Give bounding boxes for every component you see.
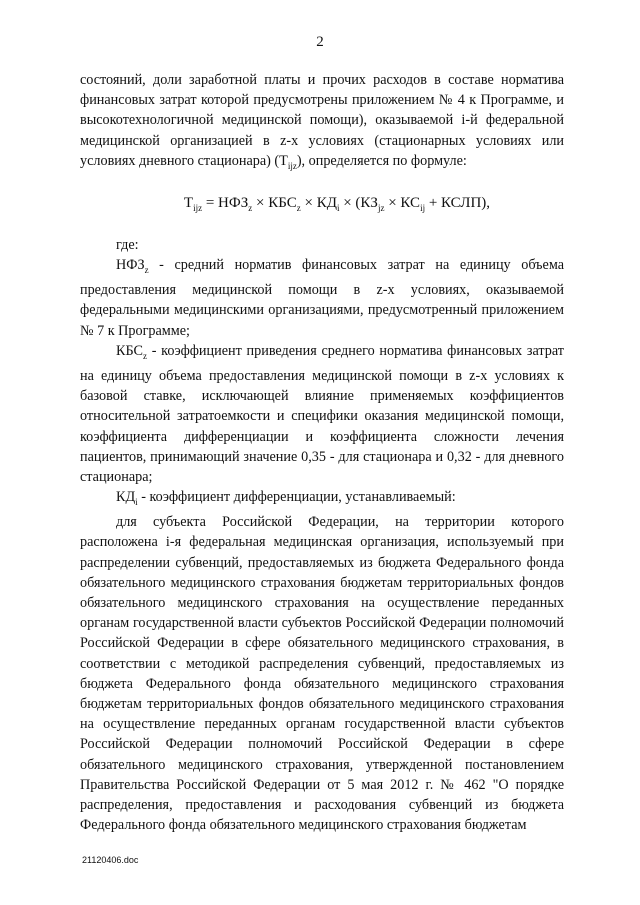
- paragraph-intro: состояний, доли заработной платы и прочих расходов в составе норматива финансовых затрат которой предусмотрены приложением № 4 к Программе, и высокотехнологичной медицинской помощи), оказываемой i-й федеральной медицинской организацией в z-х условиях (стационарных условиях или условиях дневного стационара) $(T_{ijz})$, определяется по формуле:: [80, 72, 564, 171]
- document-body: [80, 70, 564, 835]
- paragraph-subject-rf: для субъекта Российской Федерации, на территории которого расположена i-я федеральная медицинская организация, используемый при распределении субвенций, предоставляемых из бюджета Федерального фонда обязательного медицинского страхования бюджетам территориальных фондов обязательного медицинского страхования на осуществление переданных органам государственной власти субъектов Российской Федерации полномочий Российской Федерации в сфере обязательного медицинского страхования, в соответствии с методикой распределения субвенций, предоставляемых из бюджета Федерального фонда обязательного медицинского страхования бюджетам территориальных фондов обязательного медицинского страхования на осуществление переданных органам государственной власти субъектов Российской Федерации полномочий Российской Федерации в сфере обязательного медицинского страхования, утвержденной постановлением Правительства Российской Федерации от 5 мая 2012 г. № 462 "О порядке распределения, предоставления и расходования субвенций из бюджета Федерального фонда обязательного медицинского страхования бюджетам: [80, 514, 564, 834]
- page-number: 2: [316, 34, 324, 50]
- formula: $T_{ijz} = НФЗ_z \times КБС_z \times КД_i \times (КЗ_{jz} \times КС_{ij}$ + КСЛП),: [183, 194, 491, 213]
- paragraph-nfz-definition: $НФЗ_z$ - средний норматив финансовых затрат на единицу объема предоставления медицинской помощи в z-х условиях, оказываемой федеральными медицинскими организациями, предусмотренный приложением № 7 к Программе;: [80, 257, 564, 339]
- paragraph-kd-definition: $КД_i$ - коэффициент дифференциации, устанавливаемый:: [116, 489, 456, 507]
- paragraph-where: где:: [116, 237, 139, 254]
- file-name-footer: 21120406.doc: [82, 855, 139, 865]
- paragraph-kbs-definition: $КБС_z$ - коэффициент приведения среднего норматива финансовых затрат на единицу объема предоставления медицинской помощи в z-х условиях к базовой ставке, исключающей влияние применяемых коэффициентов относительной затратоемкости и специфики оказания медицинской помощи, коэффициента дифференциации и коэффициента сложности лечения пациентов, принимающий значение 0,35 - для стационара и 0,32 - для дневного стационара;: [80, 342, 564, 485]
